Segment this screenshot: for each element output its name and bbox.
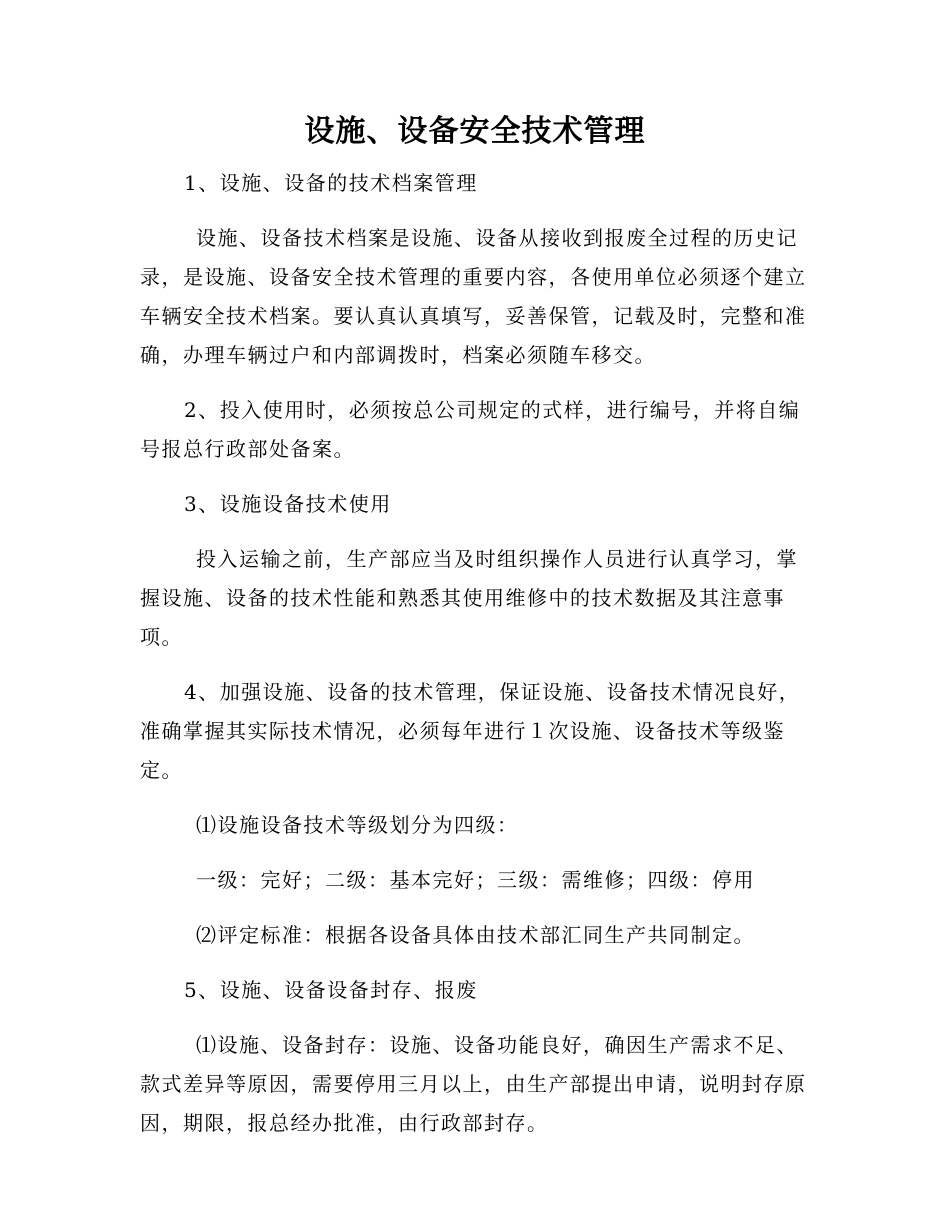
document-body bbox=[140, 164, 810, 1143]
document-title: 设施、设备安全技术管理 bbox=[304, 114, 646, 149]
section-item-2: 2、投入使用时，必须按总公司规定的式样，进行编号，并将自编号报总行政部处备案。 bbox=[140, 398, 801, 461]
section-heading-3: 3、设施设备技术使用 bbox=[184, 492, 392, 516]
section-heading-1: 1、设施、设备的技术档案管理 bbox=[184, 171, 478, 195]
list-item-grade-division: ⑴设施设备技术等级划分为四级： bbox=[196, 813, 519, 837]
paragraph-technical-use: 投入运输之前，生产部应当及时组织操作人员进行认真学习，掌握设施、设备的技术性能和熟悉其使用维修中的技术数据及其注意事项。 bbox=[140, 547, 798, 649]
paragraph-archive-management: 设施、设备技术档案是设施、设备从接收到报废全过程的历史记录，是设施、设备安全技术管理的重要内容，各使用单位必须逐个建立车辆安全技术档案。要认真认真填写，妥善保管，记载及时，完整和准确，办理车辆过户和内部调拨时，档案必须随车移交。 bbox=[140, 226, 807, 367]
section-heading-5: 5、设施、设备设备封存、报废 bbox=[184, 978, 478, 1002]
paragraph-equipment-storage: ⑴设施、设备封存：设施、设备功能良好，确因生产需求不足、款式差异等原因，需要停用三月以上，由生产部提出申请，说明封存原因，期限，报总经办批准，由行政部封存。 bbox=[140, 1033, 807, 1135]
list-item-evaluation-standard: ⑵评定标准：根据各设备具体由技术部汇同生产共同制定。 bbox=[196, 923, 755, 947]
list-item-grade-levels: 一级：完好；二级：基本完好；三级：需维修；四级：停用 bbox=[196, 868, 755, 892]
section-item-4: 4、加强设施、设备的技术管理，保证设施、设备技术情况良好，准确掌握其实际技术情况，必须每年进行１次设施、设备技术等级鉴定。 bbox=[140, 680, 801, 782]
